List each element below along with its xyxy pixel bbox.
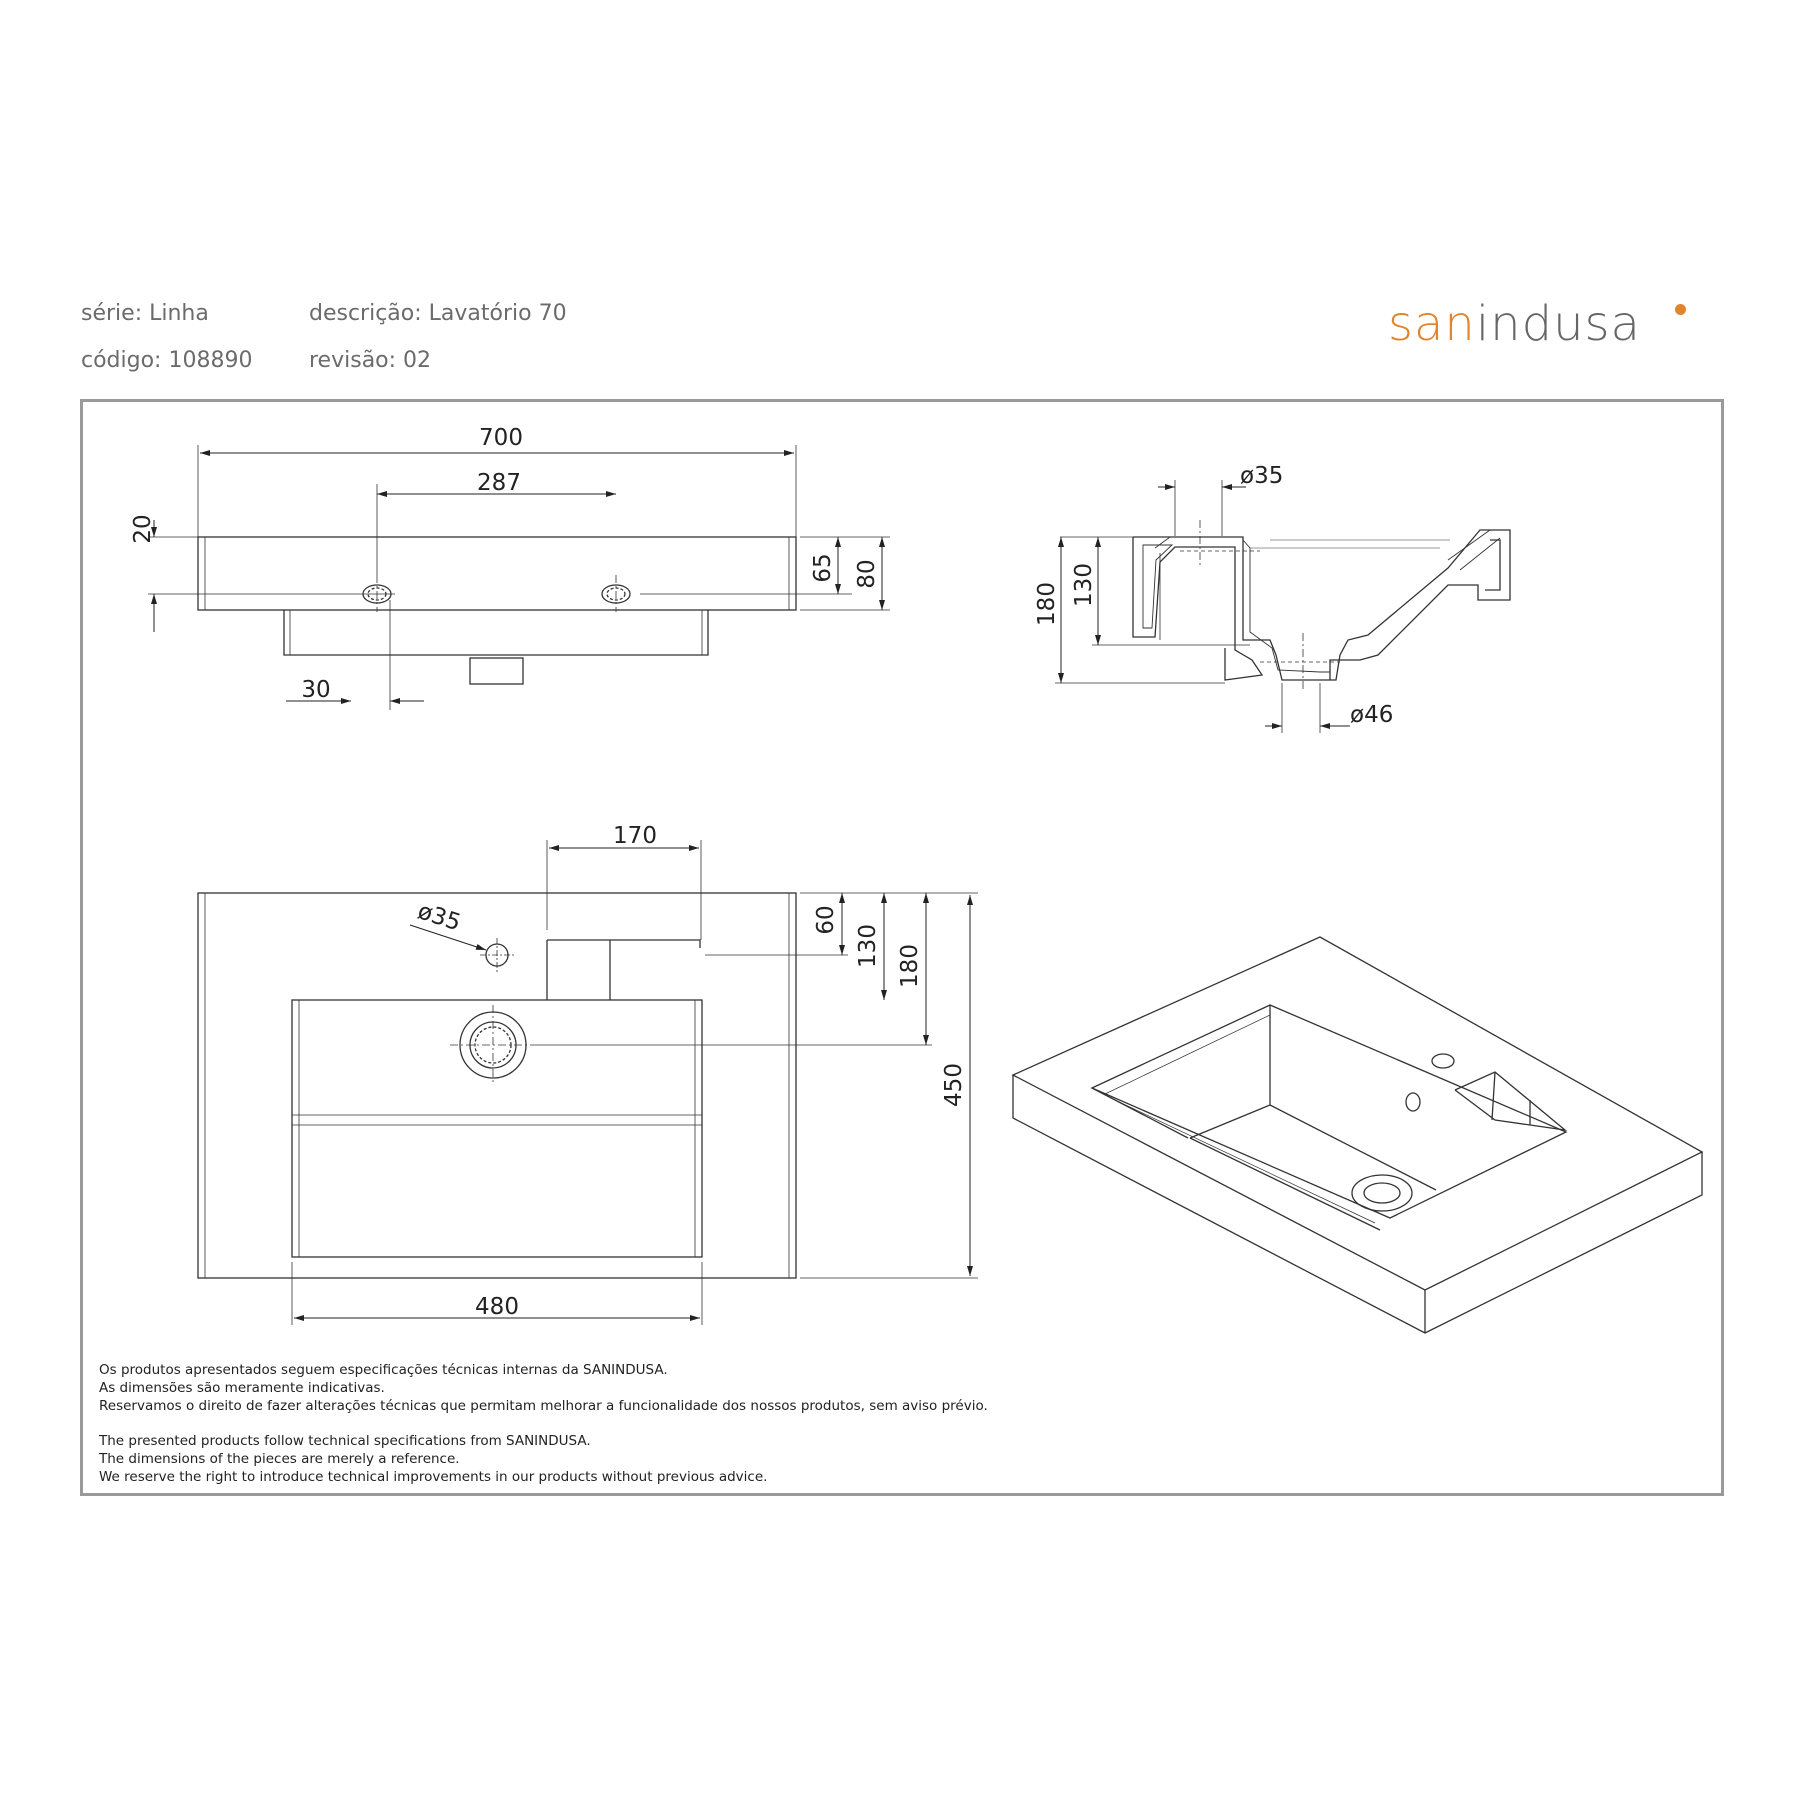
isometric-view <box>1013 937 1702 1333</box>
section-view <box>1055 480 1510 733</box>
front-drain <box>470 658 523 684</box>
footer-pt-line-2: As dimensões são meramente indicativas. <box>99 1380 385 1396</box>
dim-700: 700 <box>479 425 523 451</box>
dim-65: 65 <box>810 553 836 583</box>
plan-drain-hole <box>450 1005 536 1085</box>
revisao-label: revisão: 02 <box>309 348 432 373</box>
section-dimension-lines <box>1061 487 1350 726</box>
footer-pt-line-3: Reservamos o direito de fazer alterações técnicas que permitam melhorar a funcionalidade dos nossos produtos, sem aviso prévio. <box>99 1398 988 1414</box>
plan-dim-450: 450 <box>941 1063 967 1107</box>
footer-en-line-1: The presented products follow technical specifications from SANINDUSA. <box>99 1433 591 1449</box>
plan-tap-hole <box>480 938 514 972</box>
dim-30: 30 <box>301 677 331 703</box>
plan-basin <box>292 1000 702 1257</box>
dim-20: 20 <box>130 514 156 544</box>
logo-part-indusa: indusa <box>1475 296 1641 352</box>
plan-dim-130: 130 <box>855 924 881 968</box>
iso-tap-hole <box>1432 1054 1454 1068</box>
plan-dim-tap-diameter: ø35 <box>414 898 464 937</box>
plan-dimension-lines <box>294 848 970 1318</box>
footer-en-line-3: We reserve the right to introduce technical improvements in our products without previous advice. <box>99 1469 768 1485</box>
serie-label: série: Linha <box>81 301 209 326</box>
footer-pt-line-1: Os produtos apresentados seguem especificações técnicas internas da SANINDUSA. <box>99 1362 668 1378</box>
section-dim-tap-diameter: ø35 <box>1240 463 1284 489</box>
iso-top-outline <box>1013 937 1702 1290</box>
plan-dim-60: 60 <box>813 905 839 935</box>
dim-287: 287 <box>477 470 521 496</box>
iso-drain <box>1352 1175 1412 1211</box>
codigo-label: código: 108890 <box>81 348 253 373</box>
plan-dim-180: 180 <box>897 944 923 988</box>
dim-80: 80 <box>854 559 880 589</box>
section-dim-drain-diameter: ø46 <box>1350 702 1394 728</box>
plan-view <box>198 840 978 1325</box>
plan-overflow-slot <box>547 940 700 1000</box>
front-countertop <box>198 537 796 610</box>
section-profile <box>1133 530 1510 680</box>
section-dim-130: 130 <box>1071 563 1097 607</box>
logo-part-san: san <box>1388 296 1476 352</box>
section-dim-180: 180 <box>1034 582 1060 626</box>
footer-en-line-2: The dimensions of the pieces are merely a reference. <box>99 1451 460 1467</box>
plan-dim-170: 170 <box>613 823 657 849</box>
iso-basin-rim <box>1092 1005 1566 1218</box>
descricao-label: descrição: Lavatório 70 <box>309 301 567 326</box>
iso-overflow <box>1455 1072 1565 1130</box>
front-bowl <box>284 610 708 655</box>
iso-small-hole <box>1406 1093 1420 1111</box>
plan-dim-480: 480 <box>475 1294 519 1320</box>
